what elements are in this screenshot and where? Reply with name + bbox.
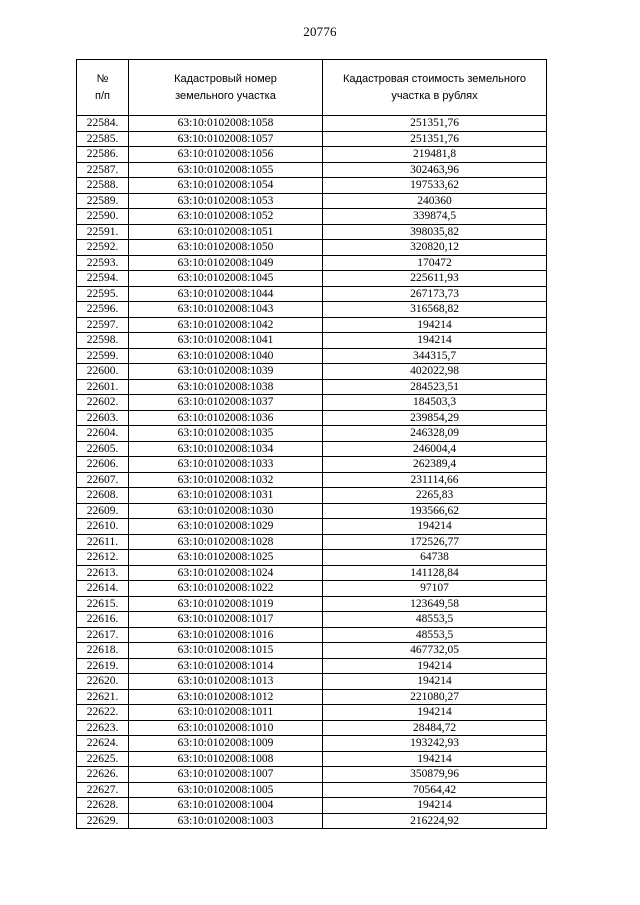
cadastral-value-cell: 70564,42 <box>323 782 547 798</box>
cadastral-value-cell: 246004,4 <box>323 441 547 457</box>
cadastral-number-cell: 63:10:0102008:1057 <box>129 131 323 147</box>
table-row <box>77 457 547 473</box>
table-row <box>77 612 547 628</box>
cadastral-number-cell: 63:10:0102008:1056 <box>129 147 323 163</box>
table-header-row <box>77 60 547 116</box>
row-number-cell: 22609. <box>77 503 129 519</box>
row-number-cell: 22603. <box>77 410 129 426</box>
cadastral-value-cell: 398035,82 <box>323 224 547 240</box>
cadastral-number-cell: 63:10:0102008:1045 <box>129 271 323 287</box>
row-number-cell: 22594. <box>77 271 129 287</box>
cadastral-number-cell: 63:10:0102008:1058 <box>129 116 323 132</box>
row-number-cell: 22586. <box>77 147 129 163</box>
header-row-number <box>77 60 129 116</box>
cadastral-value-cell: 231114,66 <box>323 472 547 488</box>
table-row <box>77 302 547 318</box>
row-number-cell: 22592. <box>77 240 129 256</box>
cadastral-value-cell: 239854,29 <box>323 410 547 426</box>
table-row <box>77 178 547 194</box>
cadastral-number-cell: 63:10:0102008:1004 <box>129 798 323 814</box>
row-number-cell: 22616. <box>77 612 129 628</box>
row-number-cell: 22613. <box>77 565 129 581</box>
header-cadastral-number-line2: земельного участка <box>175 89 276 102</box>
row-number-cell: 22587. <box>77 162 129 178</box>
row-number-cell: 22601. <box>77 379 129 395</box>
cadastral-number-cell: 63:10:0102008:1041 <box>129 333 323 349</box>
cadastral-number-cell: 63:10:0102008:1005 <box>129 782 323 798</box>
table-row <box>77 333 547 349</box>
cadastral-value-cell: 48553,5 <box>323 612 547 628</box>
table-row <box>77 534 547 550</box>
cadastral-number-cell: 63:10:0102008:1042 <box>129 317 323 333</box>
cadastral-number-cell: 63:10:0102008:1031 <box>129 488 323 504</box>
cadastral-number-cell: 63:10:0102008:1028 <box>129 534 323 550</box>
row-number-cell: 22608. <box>77 488 129 504</box>
row-number-cell: 22602. <box>77 395 129 411</box>
table-row <box>77 224 547 240</box>
row-number-cell: 22600. <box>77 364 129 380</box>
row-number-cell: 22604. <box>77 426 129 442</box>
cadastral-value-cell: 225611,93 <box>323 271 547 287</box>
cadastral-value-cell: 216224,92 <box>323 813 547 829</box>
table-row <box>77 379 547 395</box>
header-cadastral-value <box>323 60 547 116</box>
cadastral-value-cell: 194214 <box>323 519 547 535</box>
cadastral-value-cell: 221080,27 <box>323 689 547 705</box>
row-number-cell: 22614. <box>77 581 129 597</box>
cadastral-number-cell: 63:10:0102008:1039 <box>129 364 323 380</box>
cadastral-number-cell: 63:10:0102008:1008 <box>129 751 323 767</box>
table-row <box>77 193 547 209</box>
table-row <box>77 441 547 457</box>
cadastral-number-cell: 63:10:0102008:1014 <box>129 658 323 674</box>
row-number-cell: 22610. <box>77 519 129 535</box>
header-row-number-line2: п/п <box>95 89 110 102</box>
row-number-cell: 22620. <box>77 674 129 690</box>
table-body <box>77 116 547 829</box>
row-number-cell: 22607. <box>77 472 129 488</box>
table-row <box>77 286 547 302</box>
table-row <box>77 581 547 597</box>
cadastral-number-cell: 63:10:0102008:1016 <box>129 627 323 643</box>
header-cadastral-value-line1: Кадастровая стоимость земельного <box>343 72 526 85</box>
cadastral-value-cell: 194214 <box>323 658 547 674</box>
cadastral-number-cell: 63:10:0102008:1010 <box>129 720 323 736</box>
cadastral-value-cell: 197533,62 <box>323 178 547 194</box>
table-row <box>77 751 547 767</box>
row-number-cell: 22619. <box>77 658 129 674</box>
row-number-cell: 22588. <box>77 178 129 194</box>
table-row <box>77 798 547 814</box>
cadastral-number-cell: 63:10:0102008:1015 <box>129 643 323 659</box>
row-number-cell: 22628. <box>77 798 129 814</box>
table-row <box>77 364 547 380</box>
cadastral-value-cell: 123649,58 <box>323 596 547 612</box>
cadastral-value-cell: 194214 <box>323 798 547 814</box>
row-number-cell: 22618. <box>77 643 129 659</box>
table-row <box>77 550 547 566</box>
cadastral-number-cell: 63:10:0102008:1037 <box>129 395 323 411</box>
cadastral-number-cell: 63:10:0102008:1013 <box>129 674 323 690</box>
cadastral-number-cell: 63:10:0102008:1009 <box>129 736 323 752</box>
table-row <box>77 426 547 442</box>
table-row <box>77 255 547 271</box>
cadastral-value-cell: 467732,05 <box>323 643 547 659</box>
table-row <box>77 596 547 612</box>
cadastral-number-cell: 63:10:0102008:1054 <box>129 178 323 194</box>
cadastral-value-cell: 28484,72 <box>323 720 547 736</box>
row-number-cell: 22606. <box>77 457 129 473</box>
cadastral-number-cell: 63:10:0102008:1025 <box>129 550 323 566</box>
table-row <box>77 643 547 659</box>
row-number-cell: 22589. <box>77 193 129 209</box>
header-cadastral-number <box>129 60 323 116</box>
page-number: 20776 <box>303 24 337 39</box>
table-row <box>77 705 547 721</box>
cadastral-value-cell: 284523,51 <box>323 379 547 395</box>
table-row <box>77 658 547 674</box>
row-number-cell: 22623. <box>77 720 129 736</box>
cadastral-value-cell: 344315,7 <box>323 348 547 364</box>
row-number-cell: 22605. <box>77 441 129 457</box>
table-row <box>77 503 547 519</box>
row-number-cell: 22617. <box>77 627 129 643</box>
table-row <box>77 565 547 581</box>
table-row <box>77 689 547 705</box>
header-cadastral-number-line1: Кадастровый номер <box>174 72 277 85</box>
cadastral-number-cell: 63:10:0102008:1032 <box>129 472 323 488</box>
cadastral-value-cell: 170472 <box>323 255 547 271</box>
row-number-cell: 22624. <box>77 736 129 752</box>
cadastral-number-cell: 63:10:0102008:1017 <box>129 612 323 628</box>
cadastral-number-cell: 63:10:0102008:1051 <box>129 224 323 240</box>
cadastral-value-table <box>76 59 547 829</box>
row-number-cell: 22597. <box>77 317 129 333</box>
table-row <box>77 131 547 147</box>
cadastral-value-cell: 320820,12 <box>323 240 547 256</box>
cadastral-value-cell: 193566,62 <box>323 503 547 519</box>
table-row <box>77 271 547 287</box>
cadastral-number-cell: 63:10:0102008:1055 <box>129 162 323 178</box>
table-row <box>77 782 547 798</box>
cadastral-value-cell: 97107 <box>323 581 547 597</box>
cadastral-value-cell: 402022,98 <box>323 364 547 380</box>
cadastral-value-cell: 48553,5 <box>323 627 547 643</box>
cadastral-value-cell: 2265,83 <box>323 488 547 504</box>
row-number-cell: 22598. <box>77 333 129 349</box>
cadastral-value-cell: 64738 <box>323 550 547 566</box>
row-number-cell: 22595. <box>77 286 129 302</box>
table-row <box>77 488 547 504</box>
cadastral-value-cell: 262389,4 <box>323 457 547 473</box>
cadastral-number-cell: 63:10:0102008:1011 <box>129 705 323 721</box>
cadastral-value-cell: 316568,82 <box>323 302 547 318</box>
table-row <box>77 209 547 225</box>
row-number-cell: 22590. <box>77 209 129 225</box>
header-row-number-line1: № <box>96 72 109 85</box>
row-number-cell: 22611. <box>77 534 129 550</box>
table-row <box>77 767 547 783</box>
cadastral-value-cell: 194214 <box>323 674 547 690</box>
table-row <box>77 348 547 364</box>
cadastral-number-cell: 63:10:0102008:1034 <box>129 441 323 457</box>
row-number-cell: 22625. <box>77 751 129 767</box>
cadastral-number-cell: 63:10:0102008:1007 <box>129 767 323 783</box>
row-number-cell: 22593. <box>77 255 129 271</box>
row-number-cell: 22622. <box>77 705 129 721</box>
cadastral-value-cell: 193242,93 <box>323 736 547 752</box>
cadastral-value-cell: 184503,3 <box>323 395 547 411</box>
cadastral-number-cell: 63:10:0102008:1043 <box>129 302 323 318</box>
cadastral-value-cell: 172526,77 <box>323 534 547 550</box>
table-row <box>77 674 547 690</box>
row-number-cell: 22599. <box>77 348 129 364</box>
cadastral-number-cell: 63:10:0102008:1035 <box>129 426 323 442</box>
cadastral-number-cell: 63:10:0102008:1012 <box>129 689 323 705</box>
table-row <box>77 162 547 178</box>
cadastral-value-cell: 246328,09 <box>323 426 547 442</box>
table-row <box>77 116 547 132</box>
cadastral-number-cell: 63:10:0102008:1052 <box>129 209 323 225</box>
cadastral-value-cell: 194214 <box>323 333 547 349</box>
cadastral-number-cell: 63:10:0102008:1019 <box>129 596 323 612</box>
row-number-cell: 22627. <box>77 782 129 798</box>
table-row <box>77 395 547 411</box>
table-row <box>77 472 547 488</box>
row-number-cell: 22612. <box>77 550 129 566</box>
cadastral-value-cell: 350879,96 <box>323 767 547 783</box>
row-number-cell: 22626. <box>77 767 129 783</box>
cadastral-number-cell: 63:10:0102008:1040 <box>129 348 323 364</box>
table-row <box>77 627 547 643</box>
cadastral-value-cell: 194214 <box>323 751 547 767</box>
header-cadastral-value-line2: участка в рублях <box>391 89 478 102</box>
cadastral-value-cell: 194214 <box>323 705 547 721</box>
cadastral-number-cell: 63:10:0102008:1049 <box>129 255 323 271</box>
table-row <box>77 813 547 829</box>
cadastral-number-cell: 63:10:0102008:1044 <box>129 286 323 302</box>
row-number-cell: 22596. <box>77 302 129 318</box>
cadastral-value-cell: 267173,73 <box>323 286 547 302</box>
cadastral-number-cell: 63:10:0102008:1024 <box>129 565 323 581</box>
cadastral-value-cell: 141128,84 <box>323 565 547 581</box>
cadastral-number-cell: 63:10:0102008:1030 <box>129 503 323 519</box>
cadastral-number-cell: 63:10:0102008:1053 <box>129 193 323 209</box>
cadastral-value-cell: 219481,8 <box>323 147 547 163</box>
row-number-cell: 22591. <box>77 224 129 240</box>
cadastral-value-cell: 339874,5 <box>323 209 547 225</box>
cadastral-value-cell: 194214 <box>323 317 547 333</box>
table-row <box>77 147 547 163</box>
cadastral-value-cell: 251351,76 <box>323 116 547 132</box>
cadastral-value-cell: 302463,96 <box>323 162 547 178</box>
cadastral-number-cell: 63:10:0102008:1038 <box>129 379 323 395</box>
table-row <box>77 519 547 535</box>
cadastral-number-cell: 63:10:0102008:1029 <box>129 519 323 535</box>
row-number-cell: 22629. <box>77 813 129 829</box>
table-row <box>77 317 547 333</box>
table-row <box>77 720 547 736</box>
row-number-cell: 22585. <box>77 131 129 147</box>
cadastral-value-cell: 240360 <box>323 193 547 209</box>
table-row <box>77 410 547 426</box>
cadastral-number-cell: 63:10:0102008:1022 <box>129 581 323 597</box>
table-row <box>77 240 547 256</box>
row-number-cell: 22584. <box>77 116 129 132</box>
cadastral-number-cell: 63:10:0102008:1036 <box>129 410 323 426</box>
cadastral-value-cell: 251351,76 <box>323 131 547 147</box>
row-number-cell: 22615. <box>77 596 129 612</box>
cadastral-number-cell: 63:10:0102008:1033 <box>129 457 323 473</box>
table-row <box>77 736 547 752</box>
cadastral-number-cell: 63:10:0102008:1003 <box>129 813 323 829</box>
cadastral-number-cell: 63:10:0102008:1050 <box>129 240 323 256</box>
row-number-cell: 22621. <box>77 689 129 705</box>
